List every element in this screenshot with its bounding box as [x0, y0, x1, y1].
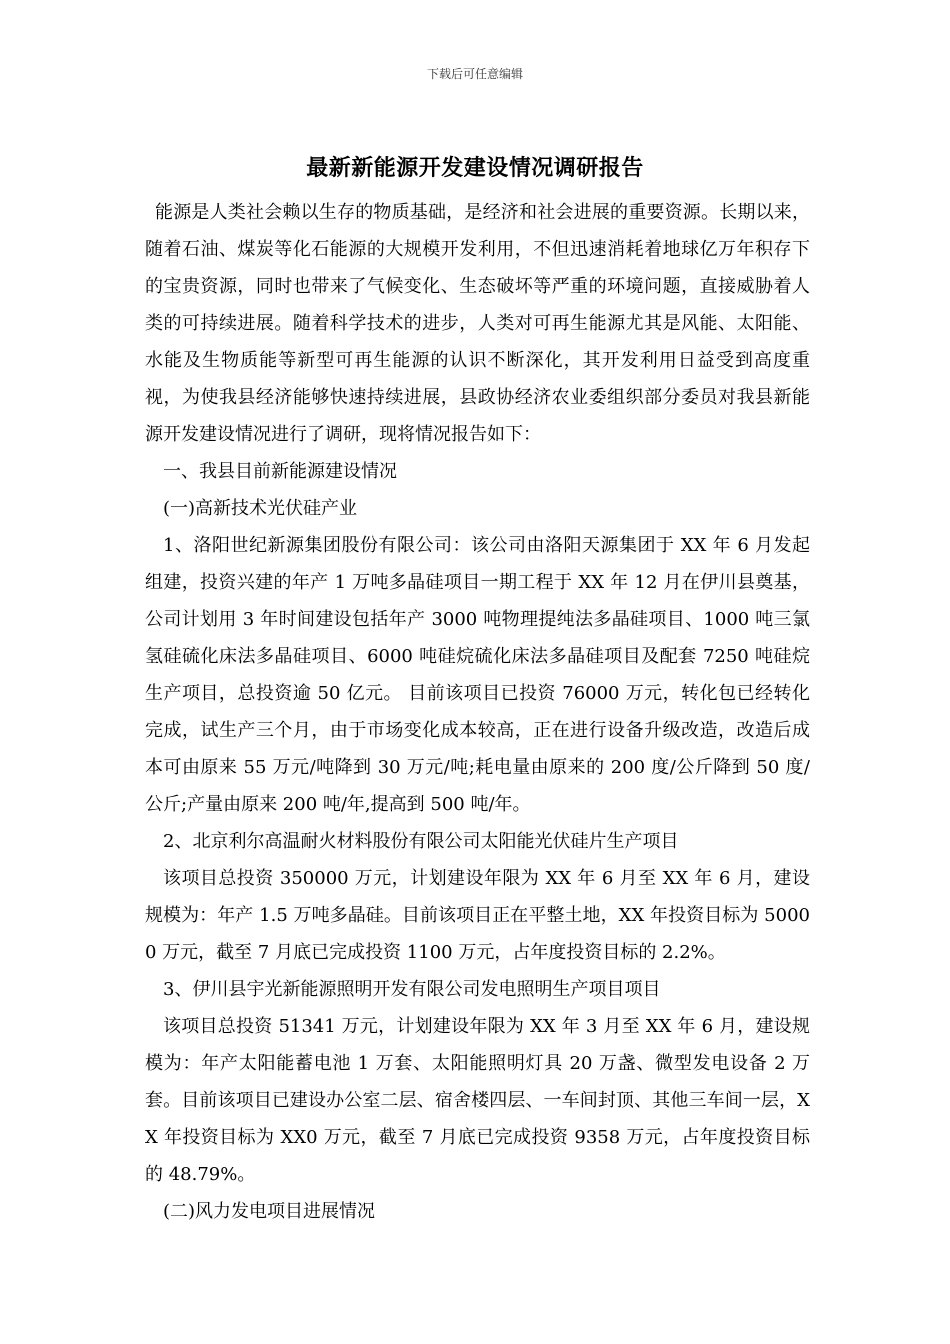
item-heading: 3、伊川县宇光新能源照明开发有限公司发电照明生产项目项目	[163, 979, 661, 1000]
document-title: 最新新能源开发建设情况调研报告	[306, 155, 644, 181]
subsection-heading: (二)风力发电项目进展情况	[163, 1201, 376, 1222]
body-paragraph: 该项目总投资 350000 万元，计划建设年限为 XX 年 6 月至 XX 年 6 月，建设规模为：年产 1.5 万吨多晶硅。目前该项目正在平整土地，XX 年投资目标为 50000 万元，截至 7 月底已完成投资 1100 万元，占年度投资目标的 2.2%。	[145, 868, 810, 963]
page-header: 下载后可任意编辑	[426, 67, 523, 81]
intro-paragraph: 能源是人类社会赖以生存的物质基础，是经济和社会进展的重要资源。长期以来，随着石油、煤炭等化石能源的大规模开发利用，不但迅速消耗着地球亿万年积存下的宝贵资源，同时也带来了气候变化、生态破坏等严重的环境问题，直接威胁着人类的可持续进展。随着科学技术的进步，人类对可再生能源尤其是风能、太阳能、水能及生物质能等新型可再生能源的认识不断深化，其开发利用日益受到高度重视，为使我县经济能够快速持续进展，县政协经济农业委组织部分委员对我县新能源开发建设情况进行了调研，现将情况报告如下：	[145, 202, 810, 445]
subsection-heading: (一)高新技术光伏硅产业	[163, 498, 358, 519]
item-heading: 2、北京利尔高温耐火材料股份有限公司太阳能光伏硅片生产项目	[163, 831, 679, 852]
body-paragraph: 1、洛阳世纪新源集团股份有限公司：该公司由洛阳天源集团于 XX 年 6 月发起组建，投资兴建的年产 1 万吨多晶硅项目一期工程于 XX 年 12 月在伊川县奠基，公司计划用 3 年时间建设包括年产 3000 吨物理提纯法多晶硅项目、1000 吨三氯氢硅硫化床法多晶硅项目、6000 吨硅烷硫化床法多晶硅项目及配套 7250 吨硅烷生产项目，总投资逾 50 亿元。 目前该项目已投资 76000 万元，转化包已经转化完成，试生产三个月，由于市场变化成本较高，正在进行设备升级改造，改造后成本可由原来 55 万元/吨降到 30 万元/吨;耗电量由原来的 200 度/公斤降到 50 度/公斤;产量由原来 200 吨/年,提高到 500 吨/年。	[145, 535, 810, 815]
document-body	[145, 194, 810, 1230]
section-heading: 一、我县目前新能源建设情况	[163, 461, 397, 482]
body-paragraph: 该项目总投资 51341 万元，计划建设年限为 XX 年 3 月至 XX 年 6 月，建设规模为：年产太阳能蓄电池 1 万套、太阳能照明灯具 20 万盏、微型发电设备 2 万套。目前该项目已建设办公室二层、宿舍楼四层、一车间封顶、其他三车间一层，XX 年投资目标为 XX0 万元，截至 7 月底已完成投资 9358 万元，占年度投资目标的 48.79%。	[145, 1016, 810, 1185]
